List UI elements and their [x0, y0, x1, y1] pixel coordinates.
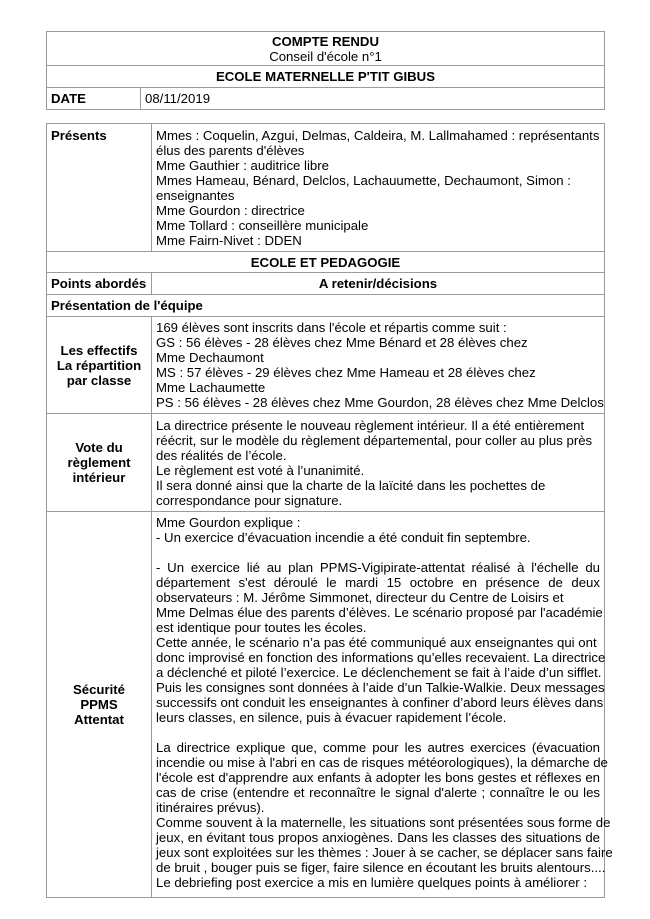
securite-line: est identique pour toutes les écoles.	[156, 620, 367, 635]
date-value: 08/11/2019	[141, 88, 605, 110]
presents-line: Mme Gourdon : directrice	[156, 203, 305, 218]
securite-line: jeux, en évitant tous propos anxiogènes. Dans les classes des situations de	[156, 830, 600, 845]
securite-line: l'école est d'apprendre aux enfants à adopter les bons gestes et réflexes en	[156, 770, 600, 785]
presents-content	[152, 124, 605, 252]
securite-label	[47, 512, 152, 898]
effectifs-content	[152, 317, 605, 414]
securite-line: Mme Gourdon explique :	[156, 515, 301, 530]
securite-label-line: Sécurité	[72, 682, 126, 697]
securite-line: jeux sont exploitées sur les thèmes : Jouer à se cacher, se déplacer sans faire	[156, 845, 613, 860]
reglement-line: correspondance pour signature.	[156, 493, 343, 508]
effectifs-label-line: par classe	[66, 372, 132, 388]
securite-line: donc improvisé en fonction des informations qu’elles recevaient. La directrice	[156, 650, 606, 665]
securite-line: successifs ont conduit les enseignantes à confiner d’abord leurs élèves dans	[156, 695, 604, 710]
reglement-row	[47, 414, 605, 512]
date-label: DATE	[47, 88, 141, 110]
reglement-content	[152, 414, 605, 512]
effectifs-label-line: Les effectifs	[60, 342, 138, 358]
document-subtitle: Conseil d'école n°1	[269, 48, 382, 64]
school-name: ECOLE MATERNELLE P'TIT GIBUS	[47, 66, 605, 88]
effectifs-label	[47, 317, 152, 414]
reglement-label-line: règlement	[67, 455, 131, 470]
securite-line: Puis les consignes sont données à l’aide d’un Talkie-Walkie. Deux messages	[156, 680, 605, 695]
securite-line: de bruit , bouger puis se figer, faire silence en écoutant les bruits alentours....	[156, 860, 606, 875]
presents-line: Mme Gauthier : auditrice libre	[156, 158, 329, 173]
securite-line: a déclenché et piloté l’exercice. Le déclenchement se fait à l’aide d’un sifflet.	[156, 665, 602, 680]
presents-row	[47, 124, 605, 252]
col-header-decisions: A retenir/décisions	[152, 273, 605, 295]
securite-line: - Un exercice lié au plan PPMS-Vigipirate-attentat réalisé à l'échelle du	[156, 560, 600, 575]
reglement-line: La directrice présente le nouveau règlement intérieur. Il a été entièrement	[156, 418, 585, 433]
presents-line: élus des parents d'élèves	[156, 143, 305, 158]
effectifs-row	[47, 317, 605, 414]
securite-label-line: Attentat	[74, 712, 124, 727]
securite-line: département s'est déroulé le mardi 15 octobre en présence de deux	[156, 575, 600, 590]
presents-line: Mmes Hameau, Bénard, Delclos, Lachauumette, Dechaumont, Simon :	[156, 173, 571, 188]
securite-line: Comme souvent à la maternelle, les situations sont présentées sous forme de	[156, 815, 611, 830]
presents-line: Mme Fairn-Nivet : DDEN	[156, 233, 302, 248]
section-title: ECOLE ET PEDAGOGIE	[47, 252, 605, 273]
header-table	[46, 31, 605, 110]
securite-label-line: PPMS	[80, 697, 118, 712]
securite-line: incendie ou mise à l'abri en cas de risques météorologiques), la démarche de	[156, 755, 608, 770]
effectifs-line: MS : 57 élèves - 29 élèves chez Mme Hameau et 28 élèves chez	[156, 365, 536, 380]
effectifs-line: GS : 56 élèves - 28 élèves chez Mme Bénard et 28 élèves chez	[156, 335, 528, 350]
reglement-line: Il sera donné ainsi que la charte de la laïcité dans les pochettes de	[156, 478, 546, 493]
securite-line: cas de crise (entendre et reconnaître le signal d'alerte ; connaître le ou les	[156, 785, 600, 800]
header-title-cell	[47, 32, 605, 66]
col-header-points: Points abordés	[47, 273, 152, 295]
securite-line: Mme Delmas élue des parents d’élèves. Le scénario proposé par l'académie	[156, 605, 603, 620]
effectifs-line: Mme Lachaumette	[156, 380, 266, 395]
presents-line: enseignantes	[156, 188, 235, 203]
securite-line: Le debriefing post exercice a mis en lumière quelques points à améliorer :	[156, 875, 588, 890]
effectifs-label-line: La répartition	[56, 357, 142, 373]
reglement-line: Le règlement est voté à l’unanimité.	[156, 463, 365, 478]
securite-line: itinéraires prévus).	[156, 800, 265, 815]
presents-line: Mmes : Coquelin, Azgui, Delmas, Caldeira, M. Lallmahamed : représentants	[156, 128, 600, 143]
reglement-line: réécrit, sur le modèle du règlement départemental, pour coller au plus près	[156, 433, 593, 448]
securite-line: - Un exercice d’évacuation incendie a été conduit fin septembre.	[156, 530, 531, 545]
securite-line: Cette année, le scénario n’a pas été communiqué aux enseignantes qui ont	[156, 635, 597, 650]
document-title: COMPTE RENDU	[272, 33, 379, 49]
main-table	[46, 123, 613, 898]
reglement-label	[47, 414, 152, 512]
reglement-line: des réalités de l’école.	[156, 448, 287, 463]
securite-row	[47, 512, 605, 898]
securite-line: leurs classes, en silence, puis à évacuer rapidement l’école.	[156, 710, 507, 725]
presents-line: Mme Tollard : conseillère municipale	[156, 218, 369, 233]
presents-label: Présents	[47, 124, 152, 252]
securite-line: La directrice explique que, comme pour les autres exercices (évacuation	[156, 740, 600, 755]
reglement-label-line: intérieur	[72, 470, 126, 485]
effectifs-line: PS : 56 élèves - 28 élèves chez Mme Gourdon, 28 élèves chez Mme Delclos	[156, 395, 604, 410]
effectifs-line: 169 élèves sont inscrits dans l'école et répartis comme suit :	[156, 320, 507, 335]
securite-line: observateurs : M. Jérôme Simmonet, directeur du Centre de Loisirs et	[156, 590, 564, 605]
subsection-title: Présentation de l'équipe	[47, 295, 605, 317]
effectifs-line: Mme Dechaumont	[156, 350, 264, 365]
reglement-label-line: Vote du	[75, 440, 123, 455]
securite-content	[152, 512, 613, 898]
